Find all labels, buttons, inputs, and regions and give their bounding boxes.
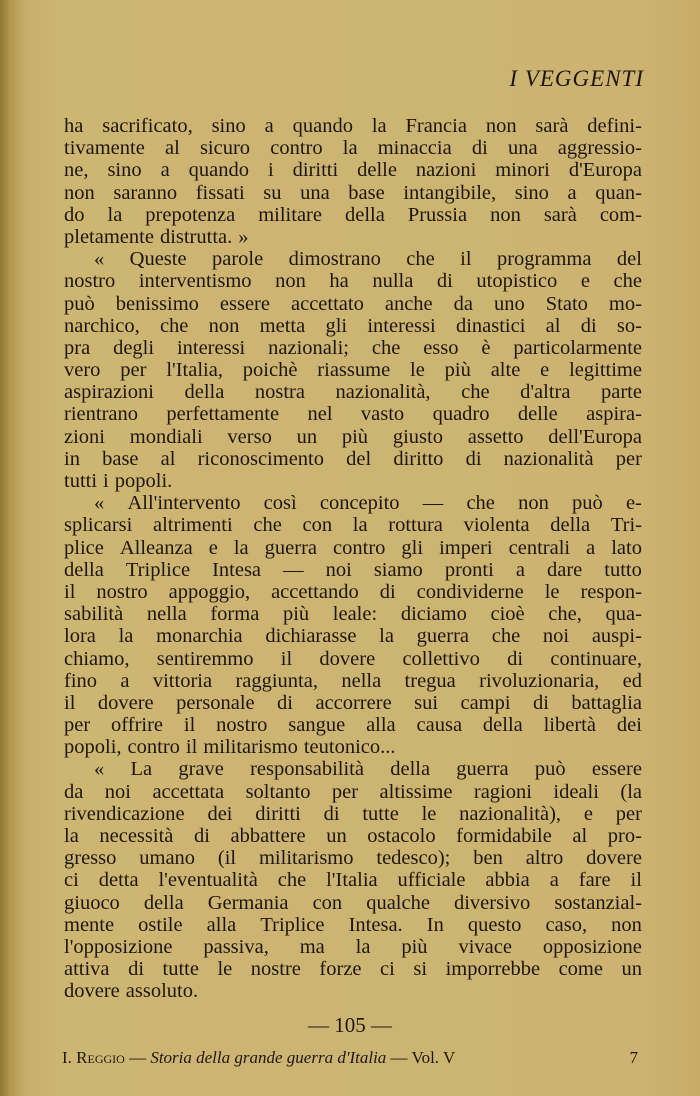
text-line: rientrano perfettamente nel vasto quadro delle aspira- (64, 403, 642, 426)
text-line: ne, sino a quando i diritti delle nazioni minori d'Europa (64, 159, 642, 182)
text-line: l'opposizione passiva, ma la più vivace opposizione (64, 935, 642, 958)
text-line: il nostro appoggio, accettando di condividerne le respon- (64, 580, 642, 603)
signature-volume: Vol. V (411, 1048, 456, 1067)
printer-signature (62, 1048, 638, 1068)
text-line: aspirazioni della nostra nazionalità, che d'altra parte (64, 381, 642, 404)
text-line: non saranno fissati su una base intangibile, sino a quan- (64, 181, 642, 204)
text-line: dovere assoluto. (64, 980, 199, 1003)
text-line: tutti i popoli. (64, 470, 173, 492)
text-line: ci detta l'eventualità che l'Italia ufficiale abbia a fare il (64, 869, 642, 892)
signature-author: I. Reggio (62, 1048, 125, 1067)
text-line: da noi accettata soltanto per altissime ragioni ideali (la (64, 780, 642, 803)
signature-title: Storia della grande guerra d'Italia (150, 1048, 387, 1067)
text-line: il dovere personale di accorrere sui campi di battaglia (64, 691, 642, 714)
text-line: gresso umano (il militarismo tedesco); ben altro dovere (64, 847, 642, 870)
text-line: « Queste parole dimostrano che il programma del (94, 248, 642, 271)
text-line: ha sacrificato, sino a quando la Francia non sarà defini- (64, 115, 642, 137)
text-line: pra degli interessi nazionali; che esso è particolarmente (64, 336, 642, 359)
text-line: zioni mondiali verso un più giusto assetto dell'Europa (64, 425, 642, 448)
text-line: pletamente distrutta. » (64, 225, 249, 248)
text-line: giuoco della Germania con qualche diversivo sostanzial- (64, 891, 642, 914)
text-line: la necessità di abbattere un ostacolo formidabile al pro- (64, 825, 642, 847)
body-text (64, 115, 642, 1003)
text-line: popoli, contro il militarismo teutonico... (64, 736, 396, 759)
text-line: narchico, che non metta gli interessi dinastici al di so- (64, 314, 642, 337)
text-line: può benissimo essere accettato anche da uno Stato mo- (64, 292, 642, 315)
text-line: « La grave responsabilità della guerra può essere (94, 758, 642, 781)
text-line: splicarsi altrimenti che con la rottura violenta della Tri- (64, 514, 642, 537)
text-line: fino a vittoria raggiunta, nella tregua rivoluzionaria, ed (64, 669, 642, 692)
text-line: della Triplice Intesa — noi siamo pronti a dare tutto (64, 558, 642, 581)
text-line: nostro interventismo non ha nulla di utopistico e che (64, 270, 642, 293)
signature-dash: — (390, 1048, 408, 1067)
text-line: in base al riconoscimento del diritto di nazionalità per (64, 447, 642, 470)
text-line: attiva di tutte le nostre forze ci si imporrebbe come un (64, 958, 642, 981)
signature-sheet-number: 7 (629, 1048, 638, 1067)
text-line: do la prepotenza militare della Prussia non sarà com- (64, 203, 642, 226)
text-line: rivendicazione dei diritti di tutte le nazionalità), e per (64, 802, 642, 825)
signature-caption (62, 1048, 455, 1068)
page-number: — 105 — (308, 1013, 392, 1037)
text-line: tivamente al sicuro contro la minaccia di una aggressio- (64, 137, 642, 160)
text-line: mente ostile alla Triplice Intesa. In questo caso, non (64, 913, 642, 936)
running-head: I VEGGENTI (509, 66, 644, 91)
text-line: lora la monarchia dichiarasse la guerra che noi auspi- (64, 625, 642, 648)
text-line: plice Alleanza e la guerra contro gli imperi centrali a lato (64, 536, 642, 559)
signature-dash: — (129, 1048, 147, 1067)
text-line: sabilità nella forma più leale: diciamo cioè che, qua- (64, 603, 642, 626)
text-line: chiamo, sentiremmo il dovere collettivo di continuare, (64, 647, 642, 670)
text-line: per offrire il nostro sangue alla causa della libertà dei (64, 714, 642, 737)
text-line: « All'intervento così concepito — che non può e- (94, 492, 642, 515)
text-line: vero per l'Italia, poichè riassume le più alte e legittime (64, 359, 642, 382)
